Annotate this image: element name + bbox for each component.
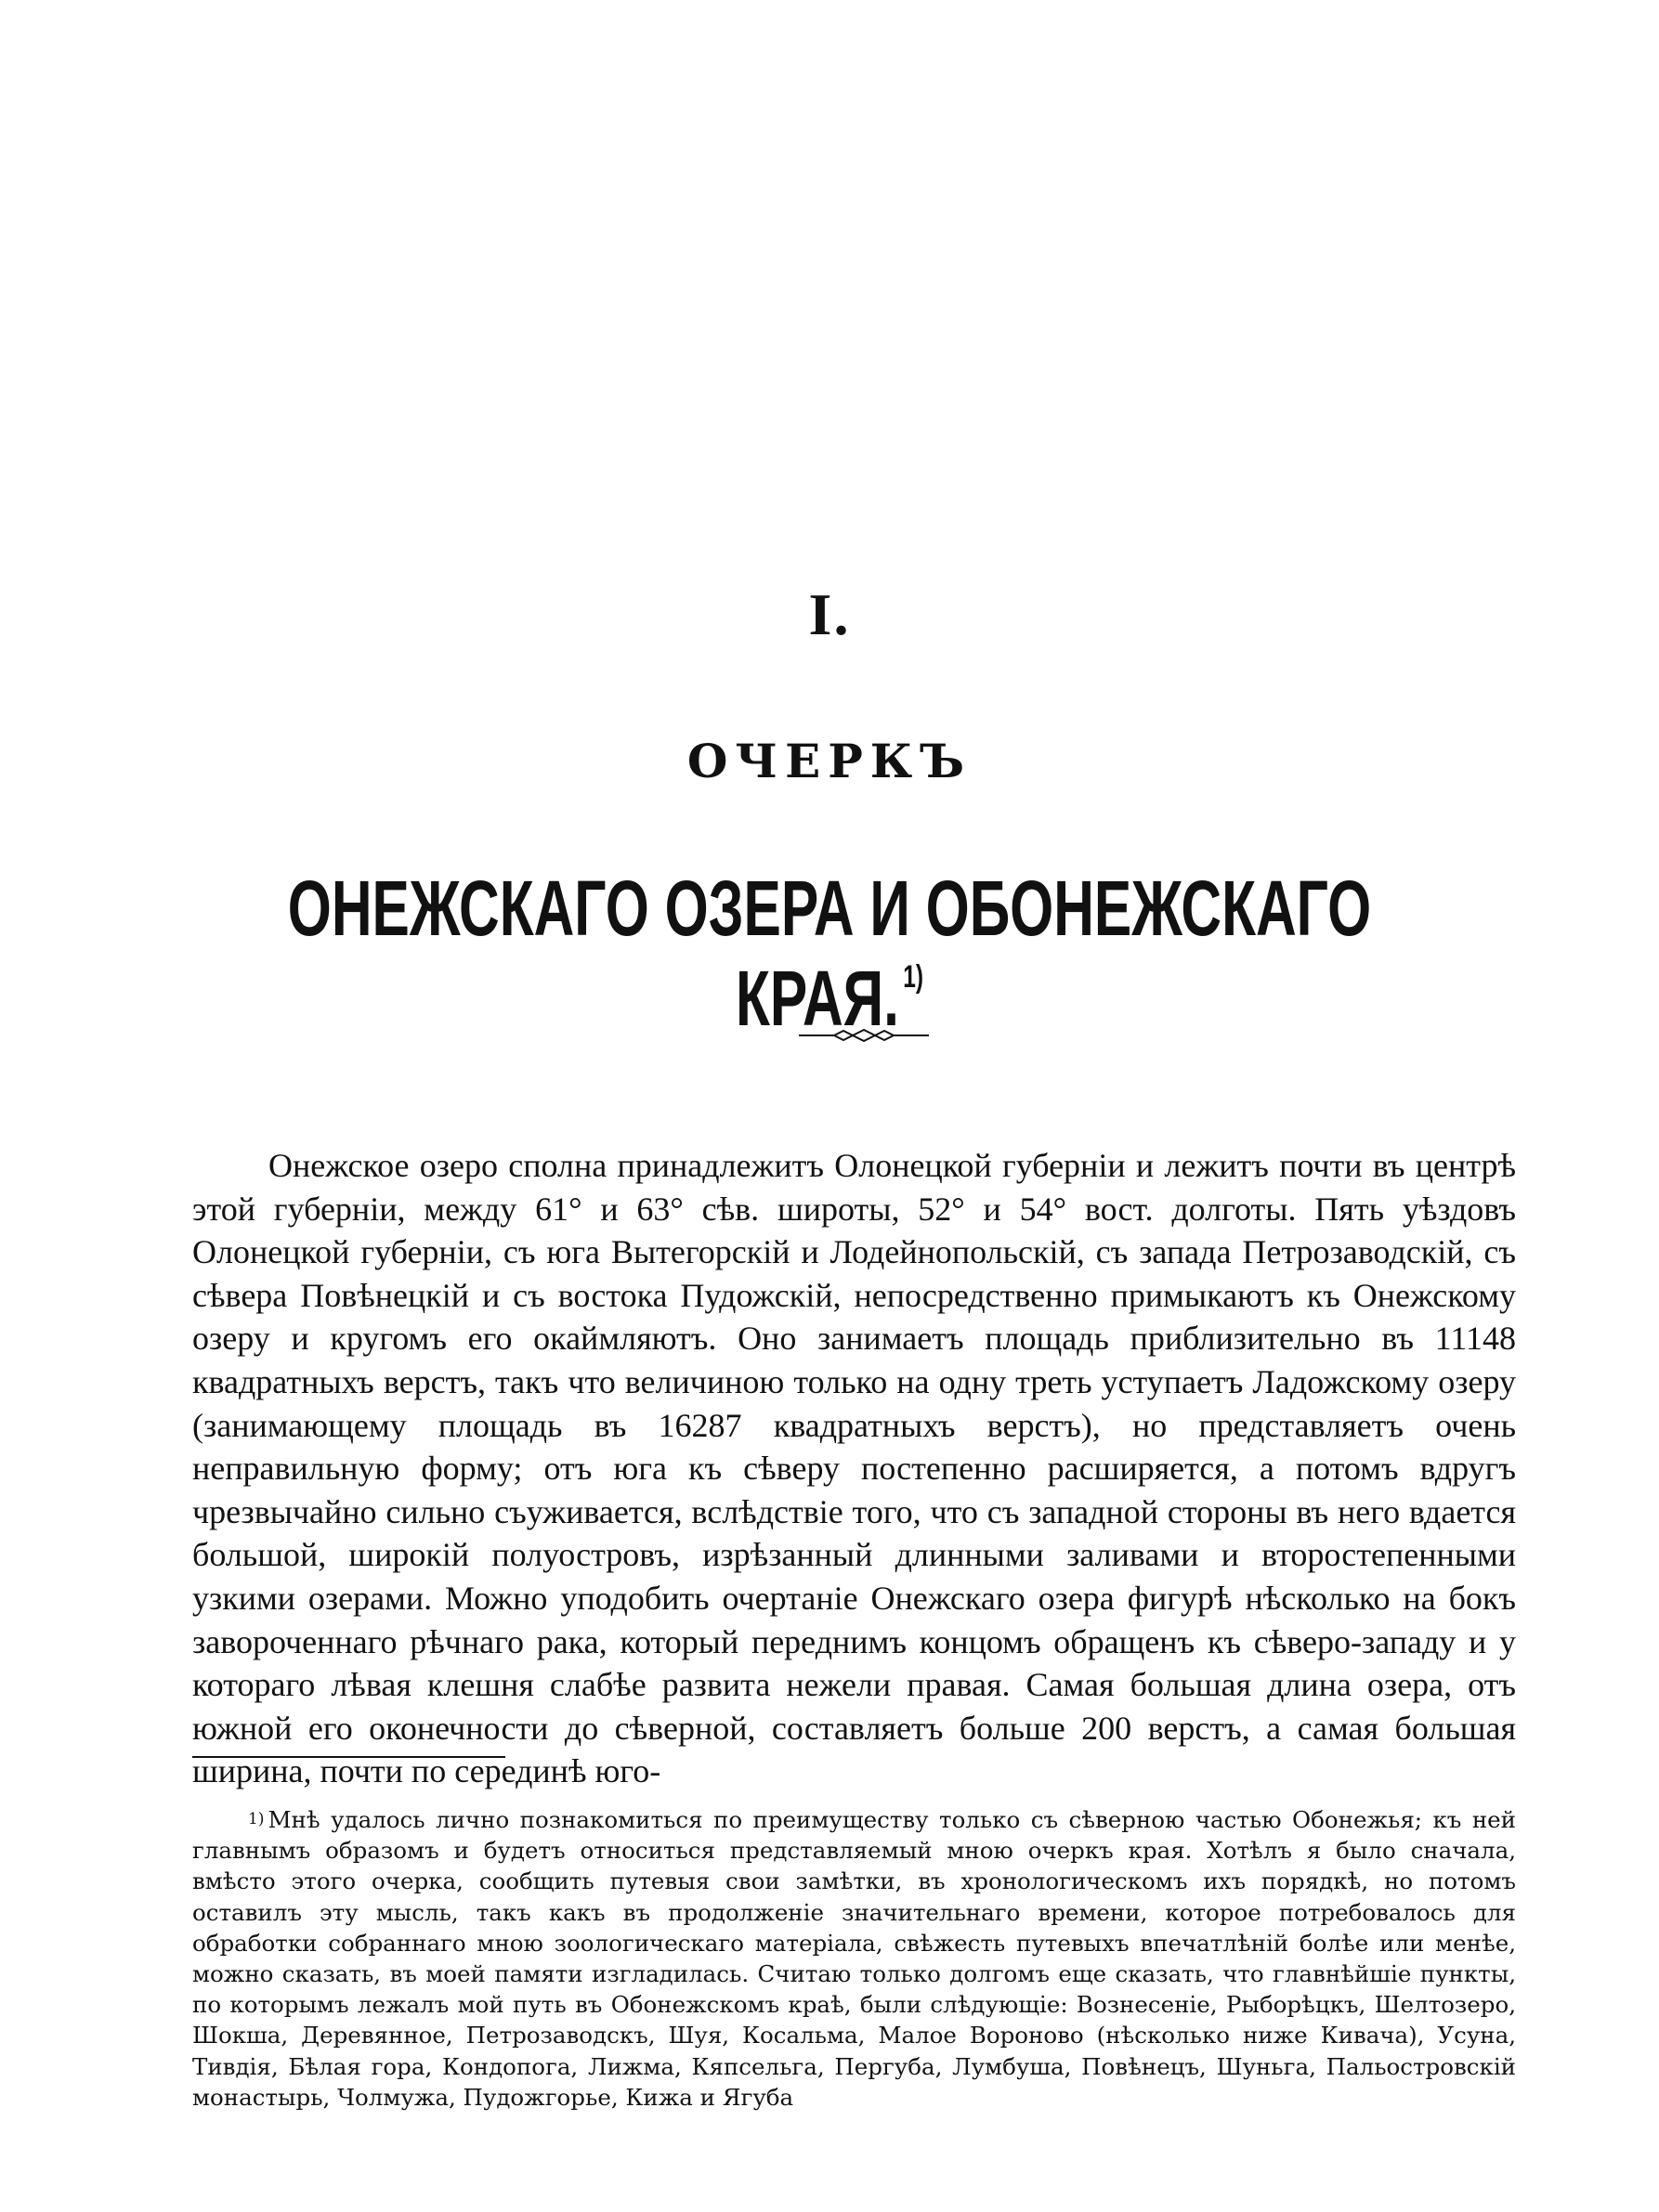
footnote-paragraph bbox=[192, 1804, 1516, 2113]
footnote-separator bbox=[192, 1756, 505, 1758]
title-footnote-mark: 1) bbox=[903, 959, 923, 995]
footnote-mark: 1) bbox=[248, 1810, 265, 1828]
chapter-number: I. bbox=[808, 581, 851, 647]
footnote-text: Мнѣ удалось лично познакомиться по преимуществу только съ сѣверною частью Обонежья; къ ней главнымъ образомъ и будетъ относиться представляемый мною очеркъ края. Хотѣлъ я было сначала, вмѣсто этого очерка, сообщить путевыя свои замѣтки, въ хронологическомъ ихъ порядкѣ, но потомъ оставилъ эту мысль, такъ какъ въ продолженіе значительнаго времени, которое потребовалось для обработки собраннаго мною зоологическаго матеріала, свѣжесть путевыхъ впечатлѣній болѣе или менѣе, можно сказать, въ моей памяти изгладилась. Считаю только долгомъ еще сказать, что главнѣйшіе пункты, по которымъ лежалъ мой путь въ Обонежскомъ краѣ, были слѣдующіе: Вознесеніе, Рыборѣцкъ, Шелтозеро, Шокша, Деревянное, Петрозаводскъ, Шуя, Косальма, Малое Вороново (нѣсколько ниже Кивача), Усуна, Тивдія, Бѣлая гора, Кондопога, Лижма, Кяпсельга, Пергуба, Лумбуша, Повѣнецъ, Шуньга, Пальостровскій монастырь, Чолмужа, Пудожгорье, Кижа и Ягуба bbox=[192, 1806, 1516, 2111]
ornament-divider-icon bbox=[799, 1021, 929, 1049]
footnote bbox=[192, 1804, 1516, 2113]
chapter-title-text: ОНЕЖСКАГО ОЗЕРА И ОБОНЕЖСКАГО КРАЯ. bbox=[287, 865, 1372, 1042]
chapter-title bbox=[232, 864, 1427, 1044]
body-paragraph: Онежское озеро сполна принадлежитъ Олонецкой губерніи и лежитъ почти въ центрѣ этой губерніи, между 61° и 63° сѣв. широты, 52° и 54° вост. долготы. Пять уѣздовъ Олонецкой губерніи, съ юга Вытегорскій и Лодейнопольскій, съ запада Петрозаводскій, съ сѣвера Повѣнецкій и съ востока Пудожскій, непосредственно примыкаютъ къ Онежскому озеру и кругомъ его окаймляютъ. Оно занимаетъ площадь приблизительно въ 11148 квадратныхъ верстъ, такъ что величиною только на одну треть уступаетъ Ладожскому озеру (занимающему площадь въ 16287 квадратныхъ верстъ), но представляетъ очень неправильную форму; отъ юга къ сѣверу постепенно расширяется, а потомъ вдругъ чрезвычайно сильно съуживается, вслѣдствіе того, что съ западной стороны въ него вдается большой, широкій полуостровъ, изрѣзанный длинными заливами и второстепенными узкими озерами. Можно уподобить очертаніе Онежскаго озера фигурѣ нѣсколько на бокъ завороченнаго рѣчнаго рака, который переднимъ концомъ обращенъ къ сѣверо-западу и у котораго лѣвая клешня слабѣе развита нежели правая. Самая большая длина озера, отъ южной его оконечности до сѣверной, составляетъ больше 200 верстъ, а самая большая ширина, почти по серединѣ юго- bbox=[192, 1147, 1516, 1790]
chapter-subtitle: ОЧЕРКЪ bbox=[686, 734, 973, 788]
body-text bbox=[192, 1144, 1516, 1793]
